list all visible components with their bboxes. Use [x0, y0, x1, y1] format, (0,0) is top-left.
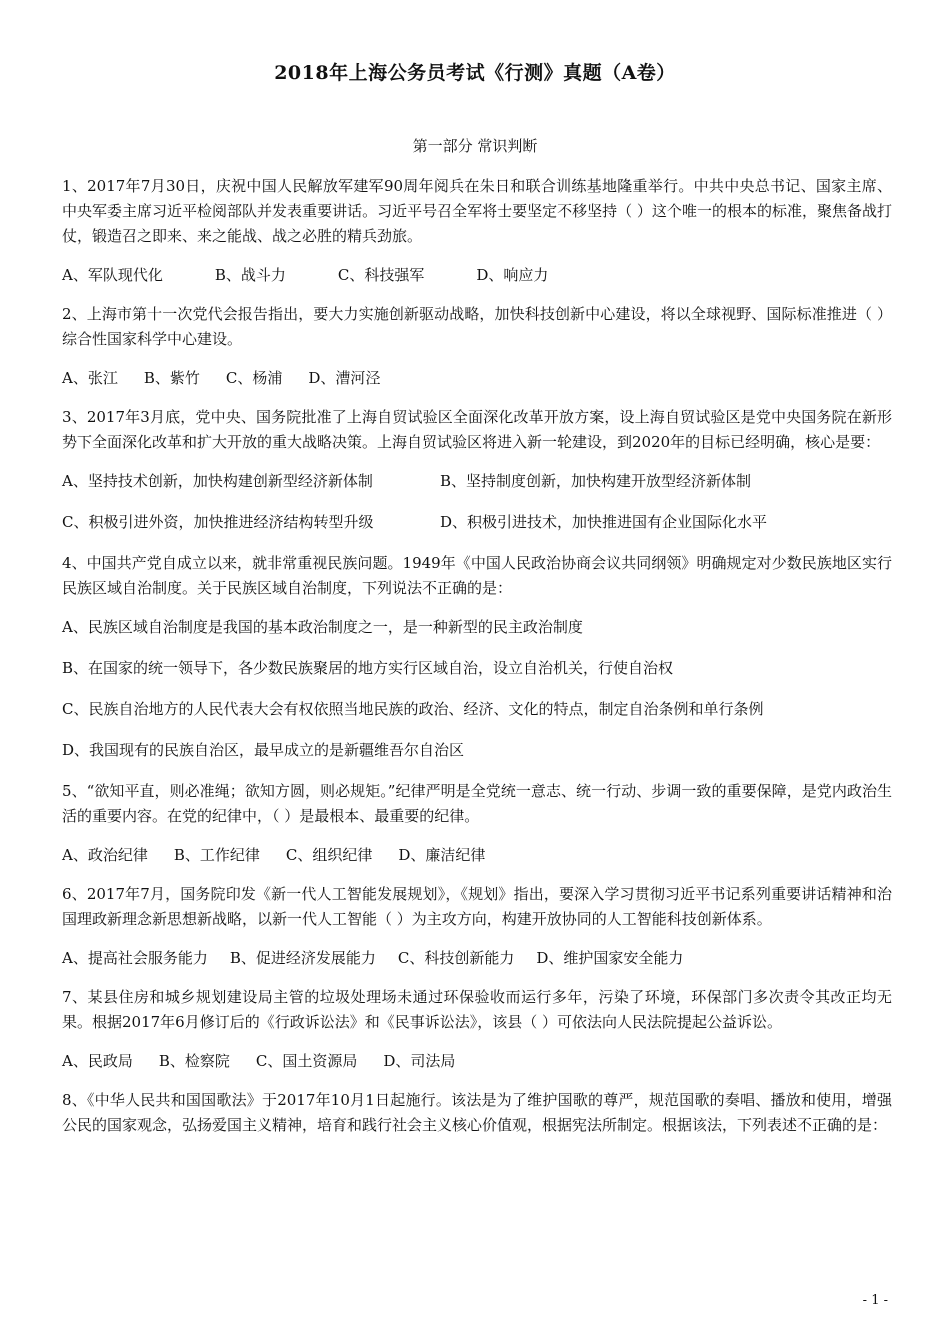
question-text: 5、“欲知平直，则必准绳；欲知方圆，则必规矩。”纪律严明是全党统一意志、统一行动、步调一致的重要保障，是党内政治生活的重要内容。在党的纪律中，（ ）是最根本、最重要的纪律。: [62, 782, 892, 825]
question-text: 2、上海市第十一次党代会报告指出，要大力实施创新驱动战略，加快科技创新中心建设，将以全球视野、国际标准推进（ ）综合性国家科学中心建设。: [62, 305, 892, 348]
option: C、积极引进外资，加快推进经济结构转型升级: [62, 513, 374, 531]
option: B、促进经济发展能力: [229, 949, 376, 967]
option-row: [62, 1049, 892, 1074]
question-text: 7、某县住房和城乡规划建设局主管的垃圾处理场未通过环保验收而运行多年，污染了环境，环保部门多次责令其改正均无果。根据2017年6月修订后的《行政诉讼法》和《民事诉讼法》，该县（ ）可依法向人民法院提起公益诉讼。: [62, 988, 892, 1031]
option: B、工作纪律: [173, 846, 260, 864]
option: B、紫竹: [143, 369, 200, 387]
option: C、科技强军: [337, 266, 425, 284]
option: A、政治纪律: [62, 846, 148, 864]
option: A、军队现代化: [62, 266, 163, 284]
option: A、民族区域自治制度是我国的基本政治制度之一，是一种新型的民主政治制度: [62, 618, 583, 636]
option: D、维护国家安全能力: [536, 949, 684, 967]
option-row: [62, 263, 892, 288]
option-row: [62, 366, 892, 391]
option: B、检察院: [158, 1052, 230, 1070]
option: D、漕河泾: [308, 369, 381, 387]
option: C、杨浦: [225, 369, 283, 387]
questions-body: [62, 174, 892, 1152]
question-text: 1、2017年7月30日，庆祝中国人民解放军建军90周年阅兵在朱日和联合训练基地隆重举行。中共中央总书记、国家主席、中央军委主席习近平检阅部队并发表重要讲话。习近平号召全军将士要坚定不移坚持（ ）这个唯一的根本的标准，聚焦备战打仗，锻造召之即来、来之能战、战之必胜的精兵劲旅。: [62, 177, 892, 245]
option: A、提高社会服务能力: [62, 949, 208, 967]
option: D、司法局: [383, 1052, 456, 1070]
option: C、科技创新能力: [397, 949, 515, 967]
option: A、张江: [62, 369, 118, 387]
question-text: 4、中国共产党自成立以来，就非常重视民族问题。1949年《中国人民政治协商会议共同纲领》明确规定对少数民族地区实行民族区域自治制度。关于民族区域自治制度，下列说法不正确的是：: [62, 554, 892, 597]
question-text: 3、2017年3月底，党中央、国务院批准了上海自贸试验区全面深化改革开放方案，设上海自贸试验区是党中央国务院在新形势下全面深化改革和扩大开放的重大战略决策。上海自贸试验区将进入新一轮建设，到2020年的目标已经明确，核心是要：: [62, 408, 892, 451]
option-row: [62, 510, 892, 535]
question-text: 6、2017年7月，国务院印发《新一代人工智能发展规划》，《规划》指出，要深入学习贯彻习近平书记系列重要讲话精神和治国理政新理念新思想新战略，以新一代人工智能（ ）为主攻方向，构建开放协同的人工智能科技创新体系。: [62, 885, 892, 928]
option: A、民政局: [62, 1052, 133, 1070]
option-row: [62, 469, 892, 494]
option: B、在国家的统一领导下，各少数民族聚居的地方实行区域自治，设立自治机关，行使自治权: [62, 659, 674, 677]
option: D、响应力: [476, 266, 549, 284]
page-number: - 1 -: [862, 1293, 888, 1308]
option-row: [62, 946, 892, 971]
option: A、坚持技术创新，加快构建创新型经济新体制: [62, 472, 373, 490]
section-heading: 第一部分 常识判断: [412, 137, 538, 155]
option: D、我国现有的民族自治区，最早成立的是新疆维吾尔自治区: [62, 741, 465, 759]
option: D、积极引进技术，加快推进国有企业国际化水平: [440, 513, 768, 531]
option: C、组织纪律: [285, 846, 373, 864]
option-row: [62, 843, 892, 868]
document-title: 2018年上海公务员考试《行测》真题（A卷）: [274, 62, 676, 84]
option: D、廉洁纪律: [398, 846, 486, 864]
option: C、民族自治地方的人民代表大会有权依照当地民族的政治、经济、文化的特点，制定自治条例和单行条例: [62, 700, 764, 718]
option: C、国土资源局: [255, 1052, 358, 1070]
option: B、坚持制度创新，加快构建开放型经济新体制: [440, 472, 752, 490]
option: B、战斗力: [214, 266, 286, 284]
question-text: 8、《中华人民共和国国歌法》于2017年10月1日起施行。该法是为了维护国歌的尊严，规范国歌的奏唱、播放和使用，增强公民的国家观念，弘扬爱国主义精神，培育和践行社会主义核心价值观，根据宪法所制定。根据该法，下列表述不正确的是：: [62, 1091, 892, 1134]
